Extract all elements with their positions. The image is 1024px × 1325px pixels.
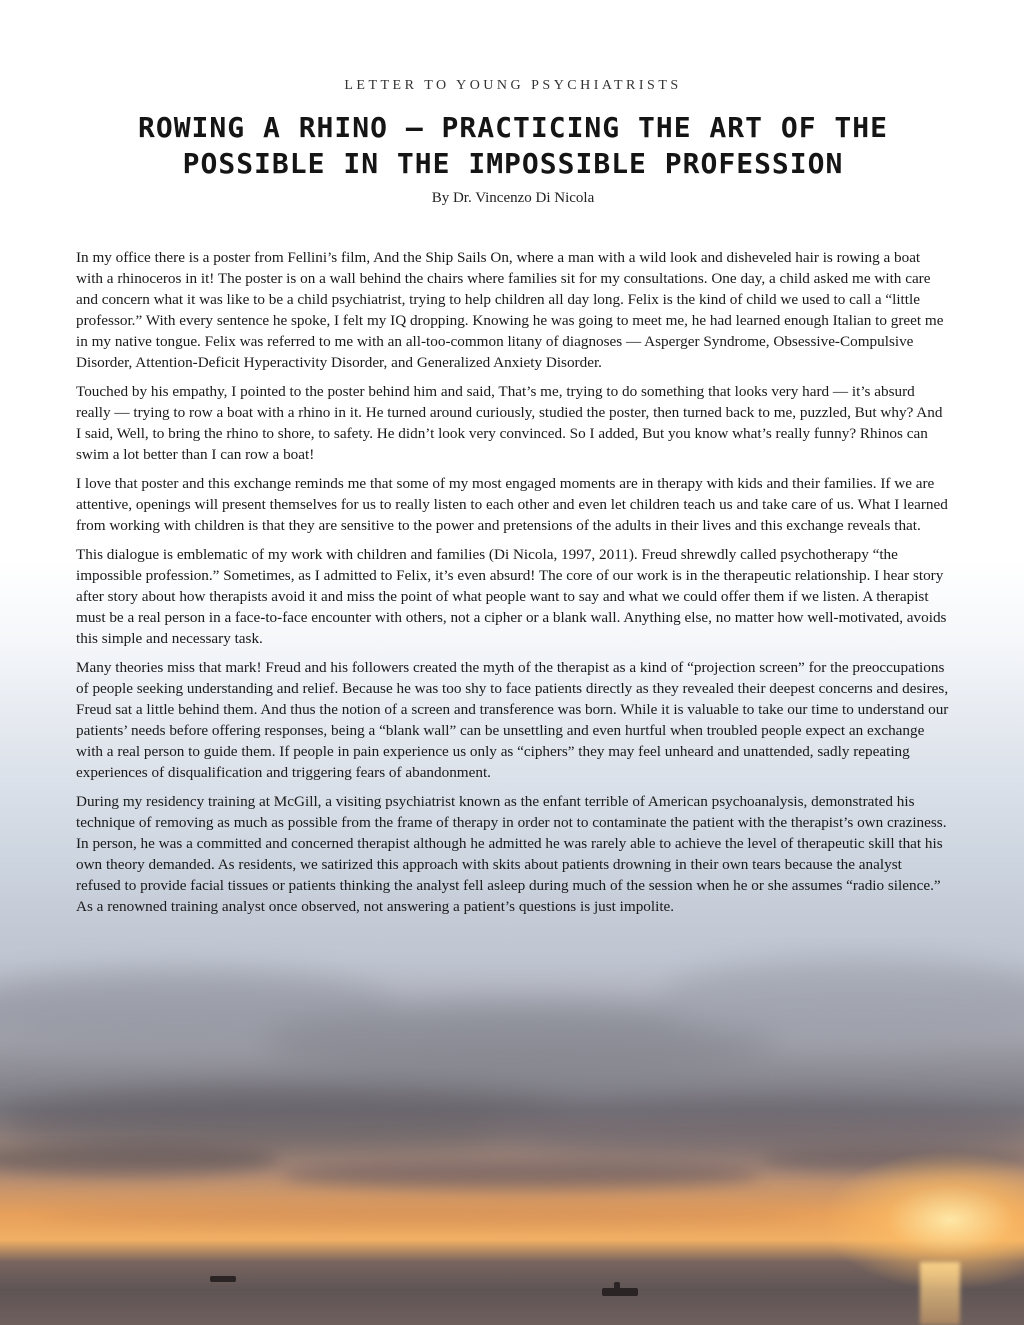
paragraph: Many theories miss that mark! Freud and his followers created the myth of the therapist as a kind of “projection screen” for the preoccupations of people seeking understanding and relief. Because he was too shy to face patients directly as they revealed their deepest concerns and desires, Freud sat a little behind them. And thus the notion of a screen and transference was born. While it is valuable to take our time to understand our patients’ needs before offering responses, being a “blank wall” can be unsettling and even hurtful when troubled people expect an exchange with a real person to guide them. If people in pain experience us only as “ciphers” they may feel unheard and unattended, sadly repeating experiences of disqualification and triggering fears of abandonment. — [76, 659, 949, 781]
paragraph: Touched by his empathy, I pointed to the poster behind him and said, That’s me, trying to do something that looks very hard — it’s absurd really — trying to row a boat with a rhino in it. He turned around curiously, studied the poster, then turned back to me, puzzled, But why? And I said, Well, to bring the rhino to shore, to safety. He didn’t look very convinced. So I added, But you know what’s really funny? Rhinos can swim a lot better than I can row a boat! — [76, 383, 943, 463]
paragraph: During my residency training at McGill, a visiting psychiatrist known as the enfant terrible of American psychoanalysis, demonstrated his technique of removing as much as possible from the frame of therapy in order not to contaminate the patient with the therapist’s own craziness. In person, he was a committed and concerned therapist although he admitted he was rarely able to achieve the level of therapeutic skill that his own theory demanded. As residents, we satirized this approach with skits about patients drowning in their own tears because the analyst refused to provide facial tissues or patients thinking the analyst fell asleep during much of the session when he or she assumes “radio silence.” As a renowned training analyst once observed, not answering a patient’s questions is just impolite. — [76, 793, 947, 915]
paragraph: This dialogue is emblematic of my work with children and families (Di Nicola, 1997, 2011). Freud shrewdly called psychotherapy “the impossible profession.” Sometimes, as I admitted to Felix, it’s even absurd! The core of our work is in the therapeutic relationship. I hear story after story about how therapists avoid it and miss the point of what people want to say and what we could offer them if we listen. A therapist must be a real person in a face-to-face encounter with others, not a cipher or a blank wall. Anything else, no matter how well-motivated, avoids this simple and necessary task. — [76, 546, 947, 647]
boat-silhouette — [210, 1276, 236, 1282]
author-byline: By Dr. Vincenzo Di Nicola — [431, 190, 595, 206]
paragraph: In my office there is a poster from Fellini’s film, And the Ship Sails On, where a man with a wild look and disheveled hair is rowing a boat with a rhinoceros in it! The poster is on a wall behind the chairs where families sit for my consultations. One day, a child asked me with care and concern what it was like to be a child psychiatrist, trying to help children all day long. Felix is the kind of child we used to call a “little professor.” With every sentence he spoke, I felt my IQ dropping. Knowing he was going to meet me, he had learned enough Italian to greet me in my native tongue. Felix was referred to me with an all-too-common litany of diagnoses — Asperger Syndrome, Obsessive-Compulsive Disorder, Attention-Deficit Hyperactivity Disorder, and Generalized Anxiety Disorder. — [76, 249, 944, 371]
article-title: ROWING A RHINO – PRACTICING THE ART OF THE POSSIBLE IN THE IMPOSSIBLE PROFESSION — [137, 111, 888, 180]
section-kicker: LETTER TO YOUNG PSYCHIATRISTS — [344, 78, 682, 93]
sun-reflection — [920, 1262, 960, 1325]
article-body — [76, 247, 950, 925]
paragraph: I love that poster and this exchange reminds me that some of my most engaged moments are in therapy with kids and their families. If we are attentive, openings will present themselves for us to really listen to each other and even let children teach us and take care of us. What I learned from working with children is that they are sensitive to the power and pretensions of the adults in their lives and this exchange reveals that. — [76, 475, 948, 534]
boat-silhouette — [602, 1288, 638, 1296]
